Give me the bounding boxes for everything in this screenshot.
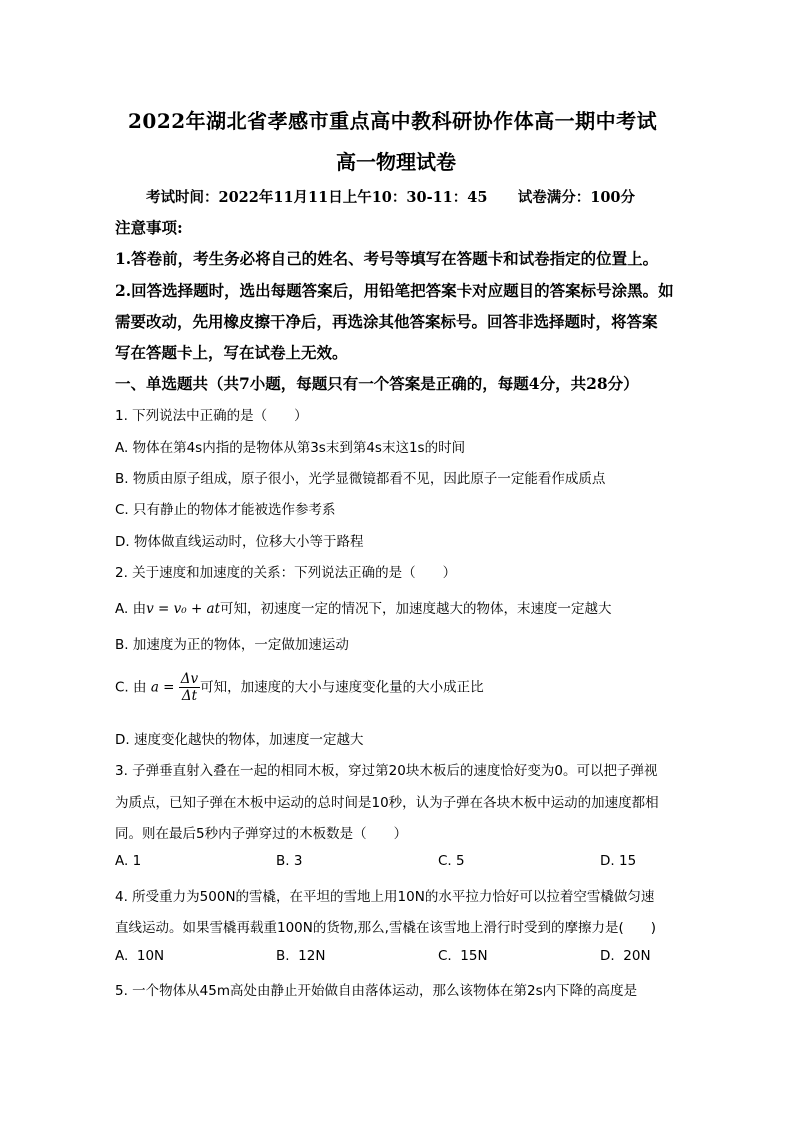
acceleration-fraction [179, 671, 200, 704]
question-2-stem: 2. 关于速度和加速度的关系：下列说法正确的是（ ） [115, 565, 457, 581]
question-1-option-d: D. 物体做直线运动时，位移大小等于路程 [115, 534, 364, 550]
question-4-option-b: B. 12N [276, 948, 326, 964]
question-4-option-a: A. 10N [115, 948, 165, 964]
acceleration-lhs: a = [150, 679, 175, 696]
question-1-option-a: A. 物体在第4s内指的是物体从第3s末到第4s末这1s的时间 [115, 440, 466, 456]
exam-subtitle: 高一物理试卷 [336, 150, 456, 174]
question-2-option-b: B. 加速度为正的物体，一定做加速运动 [115, 637, 349, 653]
velocity-formula: v = v₀ + at [146, 601, 221, 617]
note-item-2-line-3: 写在答题卡上，写在试卷上无效。 [115, 343, 348, 362]
question-2-option-c [115, 671, 484, 704]
notes-heading: 注意事项: [115, 218, 183, 237]
question-2-option-a-suffix: 可知，初速度一定的情况下，加速度越大的物体，末速度一定越大 [220, 601, 612, 617]
question-2-option-a-prefix: A. 由 [115, 601, 147, 617]
question-2-option-a [115, 597, 612, 617]
note-item-2-line-2: 需要改动，先用橡皮擦干净后，再选涂其他答案标号。回答非选择题时，将答案 [115, 312, 658, 331]
question-3-line-3: 同。则在最后5秒内子弹穿过的木板数是（ ） [115, 826, 408, 842]
fraction-numerator: Δv [180, 671, 199, 687]
question-3-option-c: C. 5 [438, 853, 465, 869]
question-3-option-a: A. 1 [115, 853, 142, 869]
question-2-option-c-suffix: 可知，加速度的大小与速度变化量的大小成正比 [200, 679, 484, 696]
note-item-2-line-1: 2.回答选择题时，选出每题答案后，用铅笔把答案卡对应题目的答案标号涂黑。如 [115, 281, 674, 300]
question-4-option-c: C. 15N [438, 948, 488, 964]
question-1-stem: 1. 下列说法中正确的是（ ） [115, 408, 308, 424]
question-3-line-2: 为质点，已知子弹在木板中运动的总时间是10秒，认为子弹在各块木板中运动的加速度都相 [115, 795, 659, 811]
fraction-denominator: Δt [181, 688, 198, 704]
question-4-line-1: 4. 所受重力为500N的雪橇，在平坦的雪地上用10N的水平拉力恰好可以拉着空雪橇做匀速 [115, 889, 655, 905]
section-1-heading: 一、单选题共（共7小题，每题只有一个答案是正确的，每题4分，共28分） [115, 374, 639, 393]
question-1-option-c: C. 只有静止的物体才能被选作参考系 [115, 502, 336, 518]
exam-info: 考试时间：2022年11月11日上午10：30-11：45 试卷满分：100分 [146, 189, 635, 206]
question-1-option-b: B. 物质由原子组成，原子很小，光学显微镜都看不见，因此原子一定能看作成质点 [115, 471, 606, 487]
question-5-line-1: 5. 一个物体从45m高处由静止开始做自由落体运动，那么该物体在第2s内下降的高度是 [115, 983, 638, 999]
question-2-option-c-prefix: C. 由 [115, 679, 147, 696]
question-3-option-b: B. 3 [276, 853, 303, 869]
question-3-option-d: D. 15 [600, 853, 637, 869]
question-2-option-d: D. 速度变化越快的物体，加速度一定越大 [115, 732, 364, 748]
question-3-line-1: 3. 子弹垂直射入叠在一起的相同木板，穿过第20块木板后的速度恰好变为0。可以把子弹视 [115, 763, 658, 779]
exam-title: 2022年湖北省孝感市重点高中教科研协作体高一期中考试 [128, 109, 658, 133]
question-4-line-2: 直线运动。如果雪橇再载重100N的货物,那么,雪橇在该雪地上滑行时受到的摩擦力是( ) [115, 920, 656, 936]
note-item-1: 1.答卷前，考生务必将自己的姓名、考号等填写在答题卡和试卷指定的位置上。 [115, 249, 659, 268]
question-4-option-d: D. 20N [600, 948, 651, 964]
